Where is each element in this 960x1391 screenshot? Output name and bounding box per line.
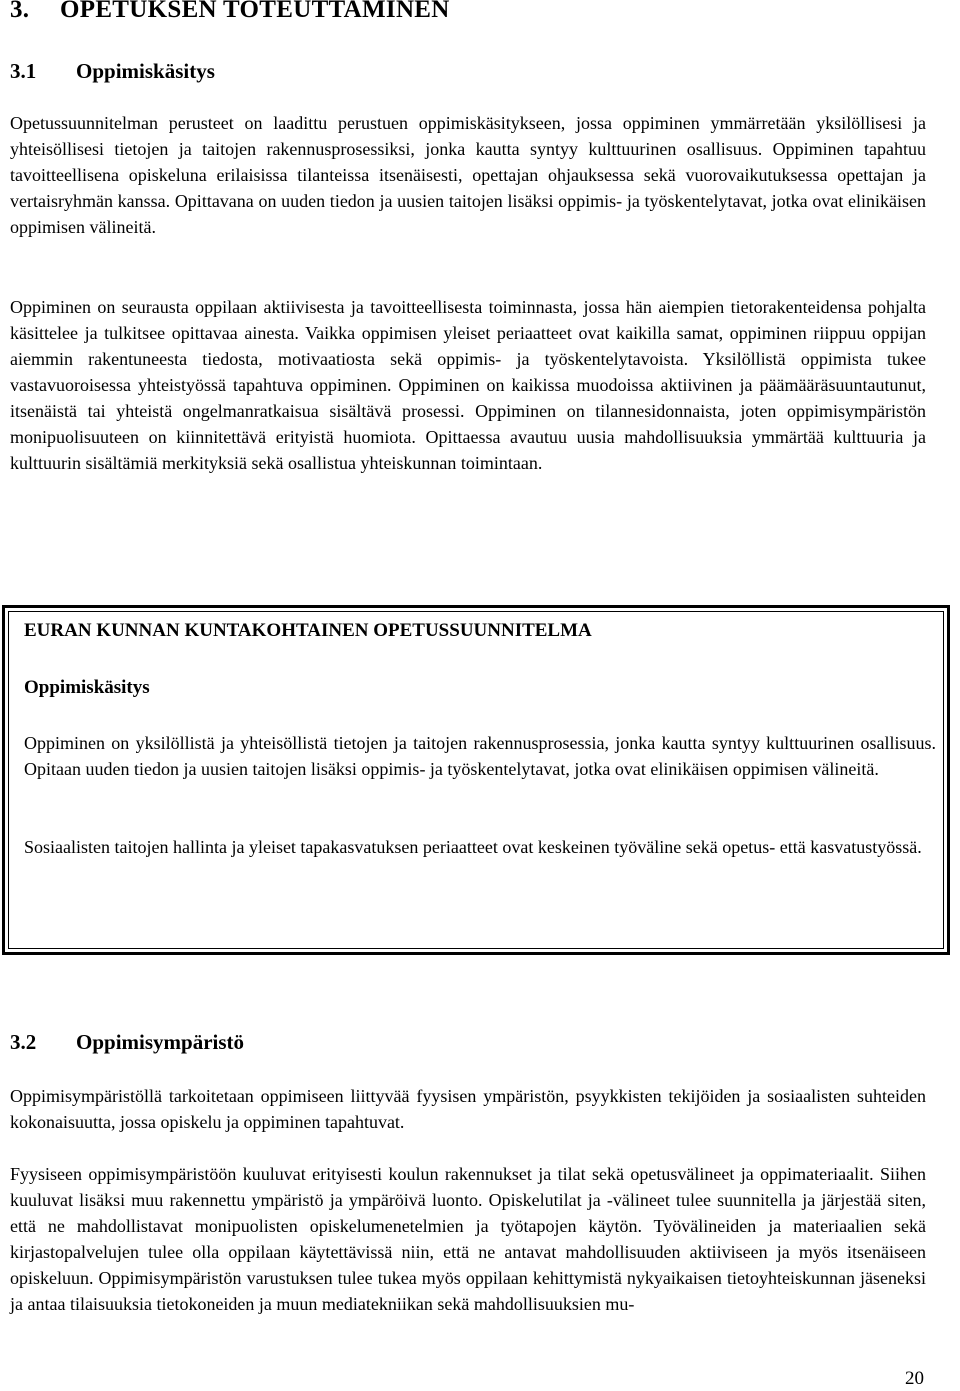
box-paragraph-2: Sosiaalisten taitojen hallinta ja yleiset tapakasvatuksen periaatteet ovat keskeinen työväline sekä opetus- että kasvatustyössä. <box>24 837 922 857</box>
section-heading-3-2 <box>10 1030 244 1055</box>
paragraph-2: Oppiminen on seurausta oppilaan aktiivisesta ja tavoitteellisesta toiminnasta, jossa hän aiempien tietorakenteidensa pohjalta käsittelee ja tulkitsee opittavaa ainesta. Vaikka oppimisen yleiset periaatteet ovat kaikilla samat, oppiminen riippuu oppijan aiemmin rakentuneesta tiedosta, motivaatiosta sekä oppimis- ja työskentelytavoista. Yksilöllistä oppimista tukee vastavuoroisessa yhteistyössä tapahtuva oppiminen. Oppiminen on kaikissa muodoissa aktiivinen ja päämääräsuuntautunut, itsenäistä tai yhteistä ongelmanratkaisua sisältävä prosessi. Oppiminen on tilannesidonnaista, joten oppimisympäristön monipuolisuuteen on kiinnitettävä erityistä huomiota. Opittaessa avautuu uusia mahdollisuuksia ymmärtää kulttuuria ja kulttuurin sisältämiä merkityksiä sekä osallistua yhteiskunnan toimintaan. <box>10 297 926 473</box>
section-heading-3-1 <box>10 59 215 84</box>
chapter-heading <box>10 0 450 24</box>
section-number: 3.2 <box>10 1030 37 1054</box>
chapter-title: OPETUKSEN TOTEUTTAMINEN <box>60 0 450 23</box>
section-number: 3.1 <box>10 59 37 83</box>
section-title: Oppimisympäristö <box>76 1030 245 1054</box>
section-title: Oppimiskäsitys <box>76 59 215 83</box>
page-number: 20 <box>905 1368 924 1389</box>
box-title: EURAN KUNNAN KUNTAKOHTAINEN OPETUSSUUNNITELMA <box>24 620 592 641</box>
paragraph-4: Fyysiseen oppimisympäristöön kuuluvat erityisesti koulun rakennukset ja tilat sekä opetusvälineet ja oppimateriaalit. Siihen kuuluvat lisäksi muu rakennettu ympäristö ja ympäröivä luonto. Opiskelutilat ja -välineet tulee suunnitella ja järjestää siten, että ne mahdollistavat monipuolisten opiskelumenetelmien ja työtapojen käytön. Työvälineiden ja materiaalien sekä kirjastopalvelujen tulee olla oppilaan käytettävissä niin, että ne antavat mahdollisuuden aktiiviseen ja myös itsenäiseen opiskeluun. Oppimisympäristön varustuksen tulee tukea myös oppilaan kehittymistä nykyaikaisen tietoyhteiskunnan jäseneksi ja antaa tilaisuuksia tietokoneiden ja muun mediatekniikan sekä mahdollisuuksien mu- <box>10 1164 926 1314</box>
box-paragraph-1: Oppiminen on yksilöllistä ja yhteisöllistä tietojen ja taitojen rakennusprosessia, jonka kautta syntyy kulttuurinen osallisuus. Opitaan uuden tiedon ja uusien taitojen lisäksi oppimis- ja työskentelytavat, jotka ovat elinikäisen oppimisen välineitä. <box>24 733 936 779</box>
paragraph-1: Opetussuunnitelman perusteet on laadittu perustuen oppimiskäsitykseen, jossa oppiminen ymmärretään yksilöllisesi ja yhteisöllisesi tietojen ja taitojen rakennusprosessiksi, jonka kautta syntyy kulttuurinen osallisuus. Oppiminen tapahtuu tavoitteellisena opiskeluna erilaisissa tilanteissa itsenäisesti, opettajan ohjauksessa sekä vuorovaikutuksessa opettajan ja vertaisryhmän kanssa. Opittavana on uuden tiedon ja uusien taitojen lisäksi oppimis- ja työskentelytavat, jotka ovat elinikäisen oppimisen välineitä. <box>10 113 926 237</box>
paragraph-3: Oppimisympäristöllä tarkoitetaan oppimiseen liittyvää fyysisen ympäristön, psyykkisten tekijöiden ja sosiaalisten suhteiden kokonaisuutta, jossa opiskelu ja oppiminen tapahtuvat. <box>10 1086 926 1132</box>
chapter-number: 3. <box>10 0 30 23</box>
box-subtitle: Oppimiskäsitys <box>24 677 150 698</box>
